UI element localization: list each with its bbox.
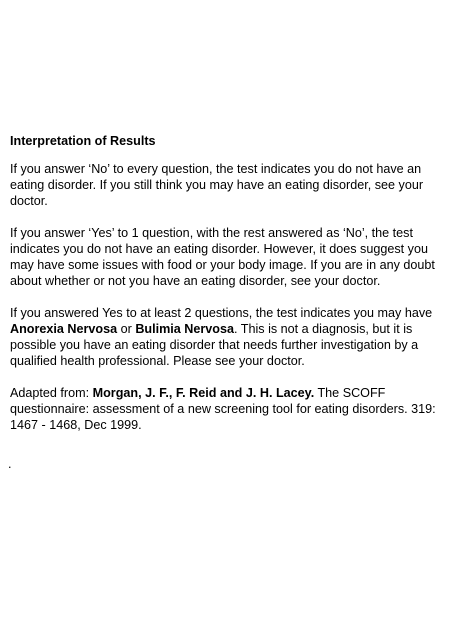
anorexia-term: Anorexia Nervosa — [10, 322, 118, 336]
citation-authors: Morgan, J. F., F. Reid and J. H. Lacey. — [92, 386, 315, 400]
citation-rest: The SCOFF questionnaire: assessment of a new screening tool for eating disorders. 319: 1467 - 1468, Dec 1999. — [10, 386, 436, 432]
result-yes-two-intro: If you answered Yes to at least 2 questions, the test indicates you may have — [10, 306, 433, 320]
bulimia-term: Bulimia Nervosa — [135, 322, 235, 336]
citation-prefix: Adapted from: — [10, 386, 93, 400]
citation-paragraph — [10, 385, 446, 433]
result-no-paragraph: If you answer ‘No’ to every question, the test indicates you do not have an eating disorder. If you still think you may have an eating disorder, see your doctor. — [10, 162, 424, 208]
section-heading: Interpretation of Results — [10, 134, 156, 148]
result-yes-two-paragraph — [10, 305, 446, 369]
document-body — [10, 133, 446, 449]
result-yes-one-paragraph: If you answer ‘Yes’ to 1 question, with the rest answered as ‘No’, the test indicates you do not have an eating disorder. However, it does suggest you may have some issues with food or your body image. If you are in any doubt about whether or not you have an eating disorder, see your doctor. — [10, 226, 435, 288]
result-yes-two-rest: . This is not a diagnosis, but it is possible you have an eating disorder that needs further investigation by a qualified health professional. Please see your doctor. — [10, 322, 419, 368]
stray-mark: . — [8, 457, 12, 471]
result-yes-two-conj: or — [117, 322, 136, 336]
